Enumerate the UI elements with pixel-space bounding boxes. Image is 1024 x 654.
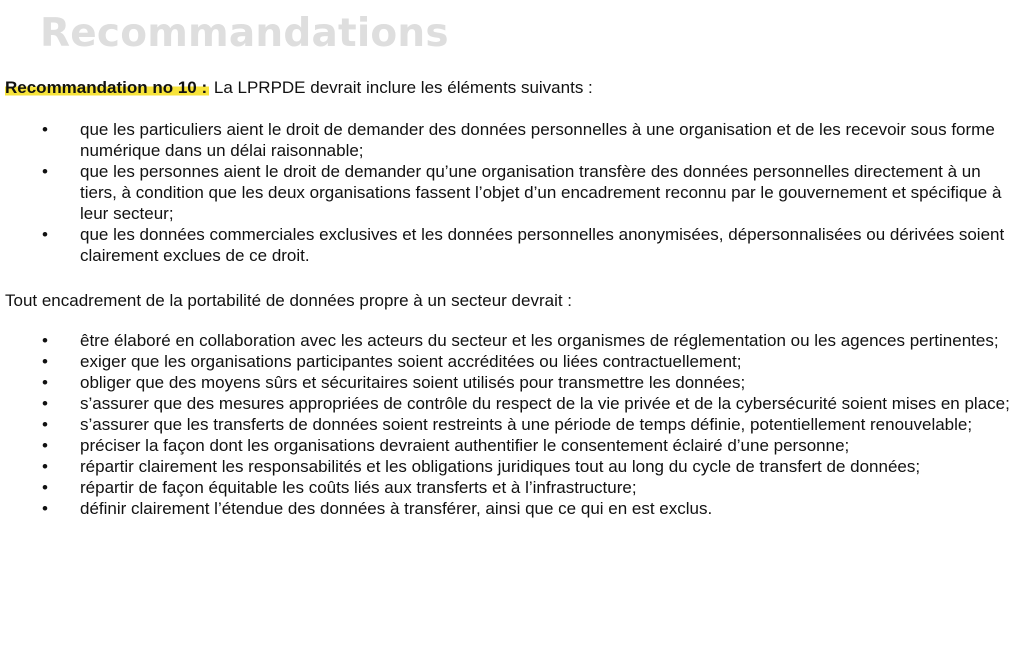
bullet-icon: • xyxy=(42,394,48,413)
bullet-icon: • xyxy=(42,373,48,392)
bullet-icon: • xyxy=(42,331,48,350)
list-item-text: être élaboré en collaboration avec les acteurs du secteur et les organismes de réglementation ou les agences pertinentes; xyxy=(80,331,999,350)
list-item-text: obliger que des moyens sûrs et sécuritaires soient utilisés pour transmettre les données; xyxy=(80,373,746,392)
recommendation-elements-list xyxy=(0,119,1024,266)
bullet-icon: • xyxy=(42,499,48,518)
bullet-icon: • xyxy=(42,436,48,455)
list-item xyxy=(0,477,1024,498)
list-item xyxy=(0,372,1024,393)
recommendation-text: La LPRPDE devrait inclure les éléments suivants : xyxy=(209,78,593,97)
list-item-text: préciser la façon dont les organisations devraient authentifier le consentement éclairé d’une personne; xyxy=(80,436,850,455)
list-item-text: s’assurer que des mesures appropriées de contrôle du respect de la vie privée et de la cybersécurité soient mises en place; xyxy=(80,394,1010,413)
bullet-icon: • xyxy=(42,352,48,371)
bullet-icon: • xyxy=(42,225,48,244)
bullet-icon: • xyxy=(42,120,48,139)
recommendation-statement xyxy=(5,77,1015,99)
sector-framework-list xyxy=(0,330,1024,519)
bullet-icon: • xyxy=(42,457,48,476)
list-item-text: s’assurer que les transferts de données soient restreints à une période de temps définie, potentiellement renouvelable; xyxy=(80,415,973,434)
list-item-text: que les données commerciales exclusives et les données personnelles anonymisées, dépersonnalisées ou dérivées soient clairement exclues de ce droit. xyxy=(80,225,1005,265)
list-item xyxy=(0,119,1024,161)
list-item xyxy=(0,498,1024,519)
list-item xyxy=(0,393,1024,414)
list-item-text: exiger que les organisations participantes soient accréditées ou liées contractuellement; xyxy=(80,352,742,371)
list-item-text: que les personnes aient le droit de demander qu’une organisation transfère des données personnelles directement à un tiers, à condition que les deux organisations fassent l’objet d’un encadrement reconnu par le gouvernement et spécifique à leur secteur; xyxy=(80,162,1002,223)
list-item xyxy=(0,414,1024,435)
bullet-icon: • xyxy=(42,415,48,434)
list-item xyxy=(0,435,1024,456)
list-item xyxy=(0,351,1024,372)
sector-framework-intro: Tout encadrement de la portabilité de données propre à un secteur devrait : xyxy=(5,291,573,310)
list-item-text: que les particuliers aient le droit de demander des données personnelles à une organisation et de les recevoir sous forme numérique dans un délai raisonnable; xyxy=(80,120,995,160)
list-item xyxy=(0,456,1024,477)
list-item-text: répartir clairement les responsabilités et les obligations juridiques tout au long du cycle de transfert de données; xyxy=(80,457,921,476)
recommendation-label: Recommandation no 10 : xyxy=(5,78,208,97)
bullet-icon: • xyxy=(42,478,48,497)
list-item-text: définir clairement l’étendue des données à transférer, ainsi que ce qui en est exclus. xyxy=(80,499,713,518)
list-item-text: répartir de façon équitable les coûts liés aux transferts et à l’infrastructure; xyxy=(80,478,637,497)
bullet-icon: • xyxy=(42,162,48,181)
list-item xyxy=(0,330,1024,351)
list-item xyxy=(0,224,1024,266)
list-item xyxy=(0,161,1024,224)
page-title: Recommandations xyxy=(40,11,449,56)
